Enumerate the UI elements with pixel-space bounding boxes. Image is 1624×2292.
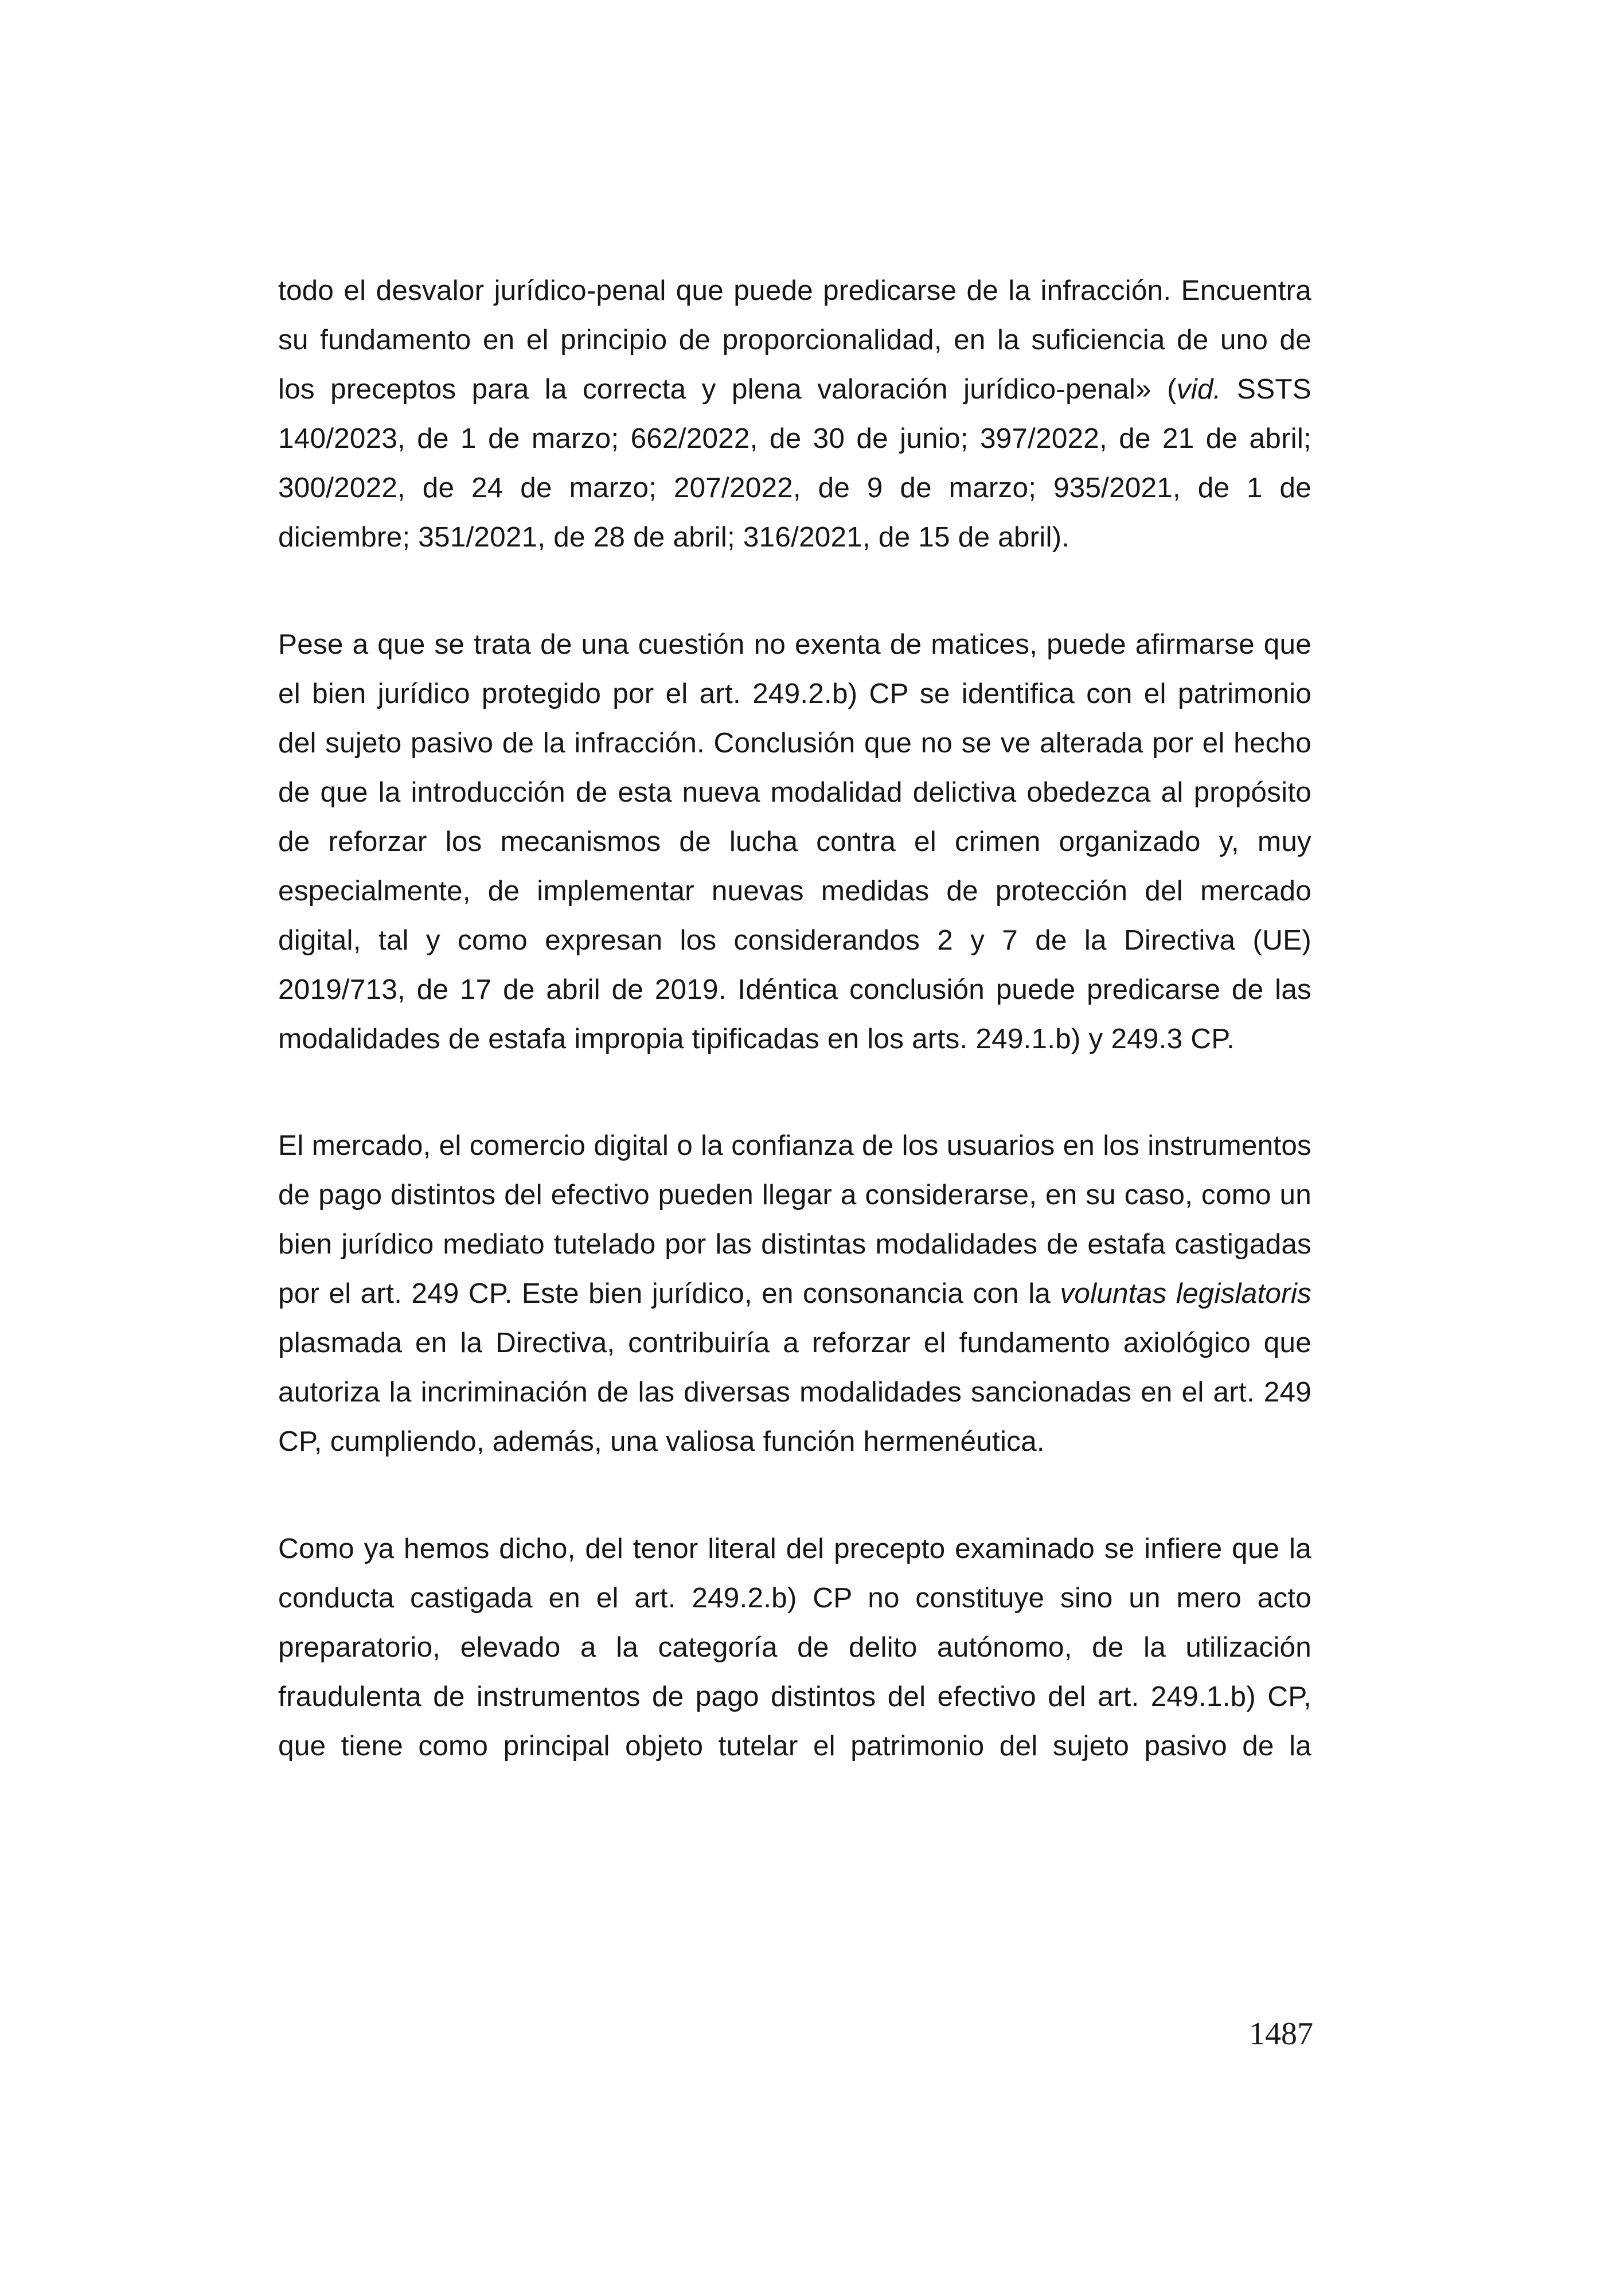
text-line: de que la introducción de esta nueva modalidad delictiva obedezca al propósito xyxy=(278,776,1311,808)
text-line: fraudulenta de instrumentos de pago distintos del efectivo del art. 249.1.b) CP, xyxy=(278,1681,1311,1712)
text-line: autoriza la incriminación de las diversas modalidades sancionadas en el art. 249 xyxy=(278,1376,1311,1408)
text-line: modalidades de estafa impropia tipificadas en los arts. 249.1.b) y 249.3 CP. xyxy=(278,1023,1235,1055)
text-line: conducta castigada en el art. 249.2.b) CP no constituye sino un mero acto xyxy=(278,1582,1311,1614)
text-line: El mercado, el comercio digital o la confianza de los usuarios en los instrumentos xyxy=(278,1130,1311,1161)
text-line: 140/2023, de 1 de marzo; 662/2022, de 30 de junio; 397/2022, de 21 de abril; xyxy=(278,423,1311,454)
italic-text: voluntas legislatoris xyxy=(1060,1278,1311,1309)
text-segment: por el art. 249 CP. Este bien jurídico, en consonancia con la xyxy=(278,1278,1060,1309)
text-line: 300/2022, de 24 de marzo; 207/2022, de 9 de marzo; 935/2021, de 1 de xyxy=(278,472,1311,503)
text-line: preparatorio, elevado a la categoría de delito autónomo, de la utilización xyxy=(278,1631,1311,1663)
text-line: Como ya hemos dicho, del tenor literal del precepto examinado se infiere que la xyxy=(278,1533,1311,1564)
text-line: que tiene como principal objeto tutelar el patrimonio del sujeto pasivo de la xyxy=(278,1730,1311,1762)
text-line: de pago distintos del efectivo pueden llegar a considerarse, en su caso, como un xyxy=(278,1179,1311,1211)
paragraph xyxy=(278,1121,1311,1466)
text-line: 2019/713, de 17 de abril de 2019. Idéntica conclusión puede predicarse de las xyxy=(278,974,1311,1005)
paragraph xyxy=(278,1524,1311,1771)
text-line: su fundamento en el principio de proporcionalidad, en la suficiencia de uno de xyxy=(278,324,1311,356)
text-line: el bien jurídico protegido por el art. 249.2.b) CP se identifica con el patrimonio xyxy=(278,678,1311,709)
text-line: todo el desvalor jurídico-penal que puede predicarse de la infracción. Encuentra xyxy=(278,275,1311,306)
text-line: diciembre; 351/2021, de 28 de abril; 316/2021, de 15 de abril). xyxy=(278,521,1070,553)
text-line: bien jurídico mediato tutelado por las distintas modalidades de estafa castigadas xyxy=(278,1228,1311,1260)
paragraph xyxy=(278,266,1311,562)
text-segment: SSTS xyxy=(1221,373,1311,405)
text-line: CP, cumpliendo, además, una valiosa función hermenéutica. xyxy=(278,1426,1045,1457)
text-line: especialmente, de implementar nuevas medidas de protección del mercado xyxy=(278,875,1311,907)
text-line: del sujeto pasivo de la infracción. Conclusión que no se ve alterada por el hecho xyxy=(278,727,1311,759)
italic-text: vid. xyxy=(1176,373,1221,405)
text-line: Pese a que se trata de una cuestión no exenta de matices, puede afirmarse que xyxy=(278,628,1311,660)
text-line xyxy=(278,1269,1311,1318)
text-segment: los preceptos para la correcta y plena valoración jurídico-penal» ( xyxy=(278,373,1177,405)
paragraph xyxy=(278,620,1311,1064)
text-line: digital, tal y como expresan los considerandos 2 y 7 de la Directiva (UE) xyxy=(278,924,1311,956)
text-line: plasmada en la Directiva, contribuiría a reforzar el fundamento axiológico que xyxy=(278,1327,1311,1358)
text-line: de reforzar los mecanismos de lucha contra el crimen organizado y, muy xyxy=(278,826,1311,857)
text-line xyxy=(278,365,1311,414)
page-number: 1487 xyxy=(1249,2016,1313,2052)
